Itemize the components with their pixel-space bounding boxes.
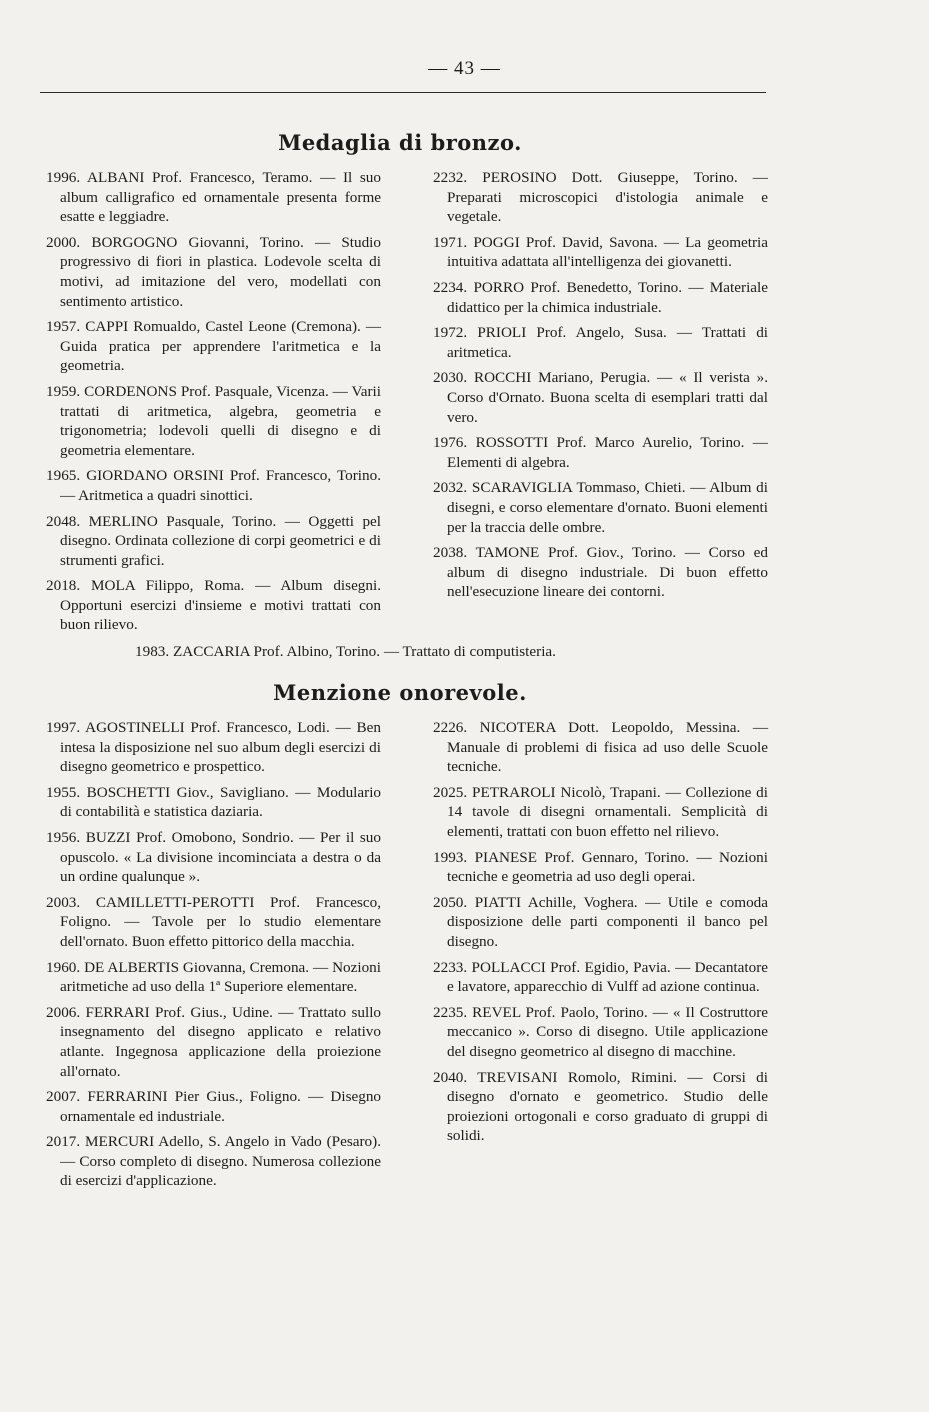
full-width-entry: 1983. ZACCARIA Prof. Albino, Torino. — Trattato di computisteria. bbox=[135, 643, 556, 660]
list-item: 2017. MERCURI Adello, S. Angelo in Vado (Pesaro). — Corso completo di disegno. Numerosa collezione di esercizi d'applicazione. bbox=[46, 1133, 382, 1190]
list-item: 2234. PORRO Prof. Benedetto, Torino. — Materiale didattico per la chimica industriale. bbox=[433, 278, 768, 316]
list-item: 1959. CORDENONS Prof. Pasquale, Vicenza. — Varii trattati di aritmetica, algebra, geometria e trigonometria; lodevoli quelli di disegno e di geometria elementare. bbox=[46, 382, 381, 459]
list-item: 2232. PEROSINO Dott. Giuseppe, Torino. — Preparati microscopici d'istologia animale e vegetale. bbox=[433, 169, 768, 226]
list-item: 2018. MOLA Filippo, Roma. — Album disegni. Opportuni esercizi d'insieme e motivi trattati con buon rilievo. bbox=[46, 577, 382, 634]
list-item: 1965. GIORDANO ORSINI Prof. Francesco, Torino. — Aritmetica a quadri sinottici. bbox=[46, 467, 382, 504]
list-item: 2006. FERRARI Prof. Gius., Udine. — Trattato sullo insegnamento del disegno applicato e relativo atlante. Ingegnosa applicazione della proiezione all'ornato. bbox=[46, 1003, 382, 1080]
list-item: 2007. FERRARINI Pier Gius., Foligno. — Disegno ornamentale ed industriale. bbox=[46, 1088, 382, 1125]
list-item: 2038. TAMONE Prof. Giov., Torino. — Corso ed album di disegno industriale. Di buon effetto nell'esecuzione lineare dei contorni. bbox=[433, 544, 768, 601]
list-item: 2233. POLLACCI Prof. Egidio, Pavia. — Decantatore e lavatore, apparecchio di Vulff ad azione continua. bbox=[433, 958, 768, 996]
section-title-honorable-mention: Menzione onorevole. bbox=[273, 680, 527, 705]
bronze-right-column bbox=[433, 168, 768, 608]
section-title-bronze: Medaglia di bronzo. bbox=[278, 130, 522, 155]
mention-left-column bbox=[46, 718, 381, 1197]
header-rule bbox=[40, 92, 766, 93]
list-item: 1957. CAPPI Romualdo, Castel Leone (Cremona). — Guida pratica per apprendere l'aritmetica e la geometria. bbox=[46, 318, 382, 375]
list-item: 2025. PETRAROLI Nicolò, Trapani. — Collezione di 14 tavole di disegni ornamentali. Semplicità di elementi, trattati con buon effetto nel rilievo. bbox=[433, 783, 768, 840]
list-item: 2032. SCARAVIGLIA Tommaso, Chieti. — Album di disegni, e corso elementare d'ornato. Buoni elementi per la traccia delle ombre. bbox=[433, 479, 768, 536]
list-item: 2040. TREVISANI Romolo, Rimini. — Corsi di disegno d'ornato e geometrico. Studio delle proiezioni ortogonali e corso graduato di gruppi di solidi. bbox=[433, 1068, 768, 1145]
list-item: 1956. BUZZI Prof. Omobono, Sondrio. — Per il suo opuscolo. « La divisione incominciata a destra o da un ordine qualunque ». bbox=[46, 828, 381, 886]
list-item: 1955. BOSCHETTI Giov., Savigliano. — Modulario di contabilità e statistica daziaria. bbox=[46, 783, 382, 821]
bronze-left-column bbox=[46, 168, 381, 641]
list-item: 1972. PRIOLI Prof. Angelo, Susa. — Trattati di aritmetica. bbox=[433, 324, 769, 361]
list-item: 2000. BORGOGNO Giovanni, Torino. — Studio progressivo di fiori in plastica. Lodevole scelta di motivi, ad imitazione del vero, modellati con sentimento artistico. bbox=[46, 233, 381, 310]
list-item: 2235. REVEL Prof. Paolo, Torino. — « Il Costruttore meccanico ». Corso di disegno. Utile applicazione del disegno geometrico al disegno di macchine. bbox=[433, 1003, 769, 1060]
page-number: — 43 — bbox=[428, 58, 501, 79]
list-item: 1996. ALBANI Prof. Francesco, Teramo. — Il suo album calligrafico ed ornamentale presenta forme esatte e leggiadre. bbox=[46, 169, 381, 226]
mention-right-column bbox=[433, 718, 768, 1152]
list-item: 2030. ROCCHI Mariano, Perugia. — « Il verista ». Corso d'Ornato. Buona scelta di esemplari tratti dal vero. bbox=[433, 369, 768, 426]
list-item: 1993. PIANESE Prof. Gennaro, Torino. — Nozioni tecniche e geometria ad uso degli operai. bbox=[433, 848, 768, 886]
list-item: 1971. POGGI Prof. David, Savona. — La geometria intuitiva adattata all'intelligenza dei giovanetti. bbox=[433, 233, 769, 271]
list-item: 1976. ROSSOTTI Prof. Marco Aurelio, Torino. — Elementi di algebra. bbox=[433, 434, 768, 471]
list-item: 2003. CAMILLETTI-PEROTTI Prof. Francesco, Foligno. — Tavole per lo studio elementare dell'ornato. Buon effetto pittorico della macchia. bbox=[46, 893, 381, 950]
list-item: 1960. DE ALBERTIS Giovanna, Cremona. — Nozioni aritmetiche ad uso della 1ª Superiore elementare. bbox=[46, 958, 381, 996]
list-item: 2048. MERLINO Pasquale, Torino. — Oggetti pel disegno. Ordinata collezione di corpi geometrici e di strumenti grafici. bbox=[46, 512, 382, 569]
list-item: 2226. NICOTERA Dott. Leopoldo, Messina. — Manuale di problemi di fisica ad uso delle Scuole tecniche. bbox=[433, 719, 769, 776]
list-item: 1997. AGOSTINELLI Prof. Francesco, Lodi. — Ben intesa la disposizione nel suo album degli esercizi di disegno geometrico e prospettico. bbox=[46, 719, 381, 776]
list-item: 2050. PIATTI Achille, Voghera. — Utile e comoda disposizione delle parti componenti il banco pel disegno. bbox=[433, 893, 768, 950]
